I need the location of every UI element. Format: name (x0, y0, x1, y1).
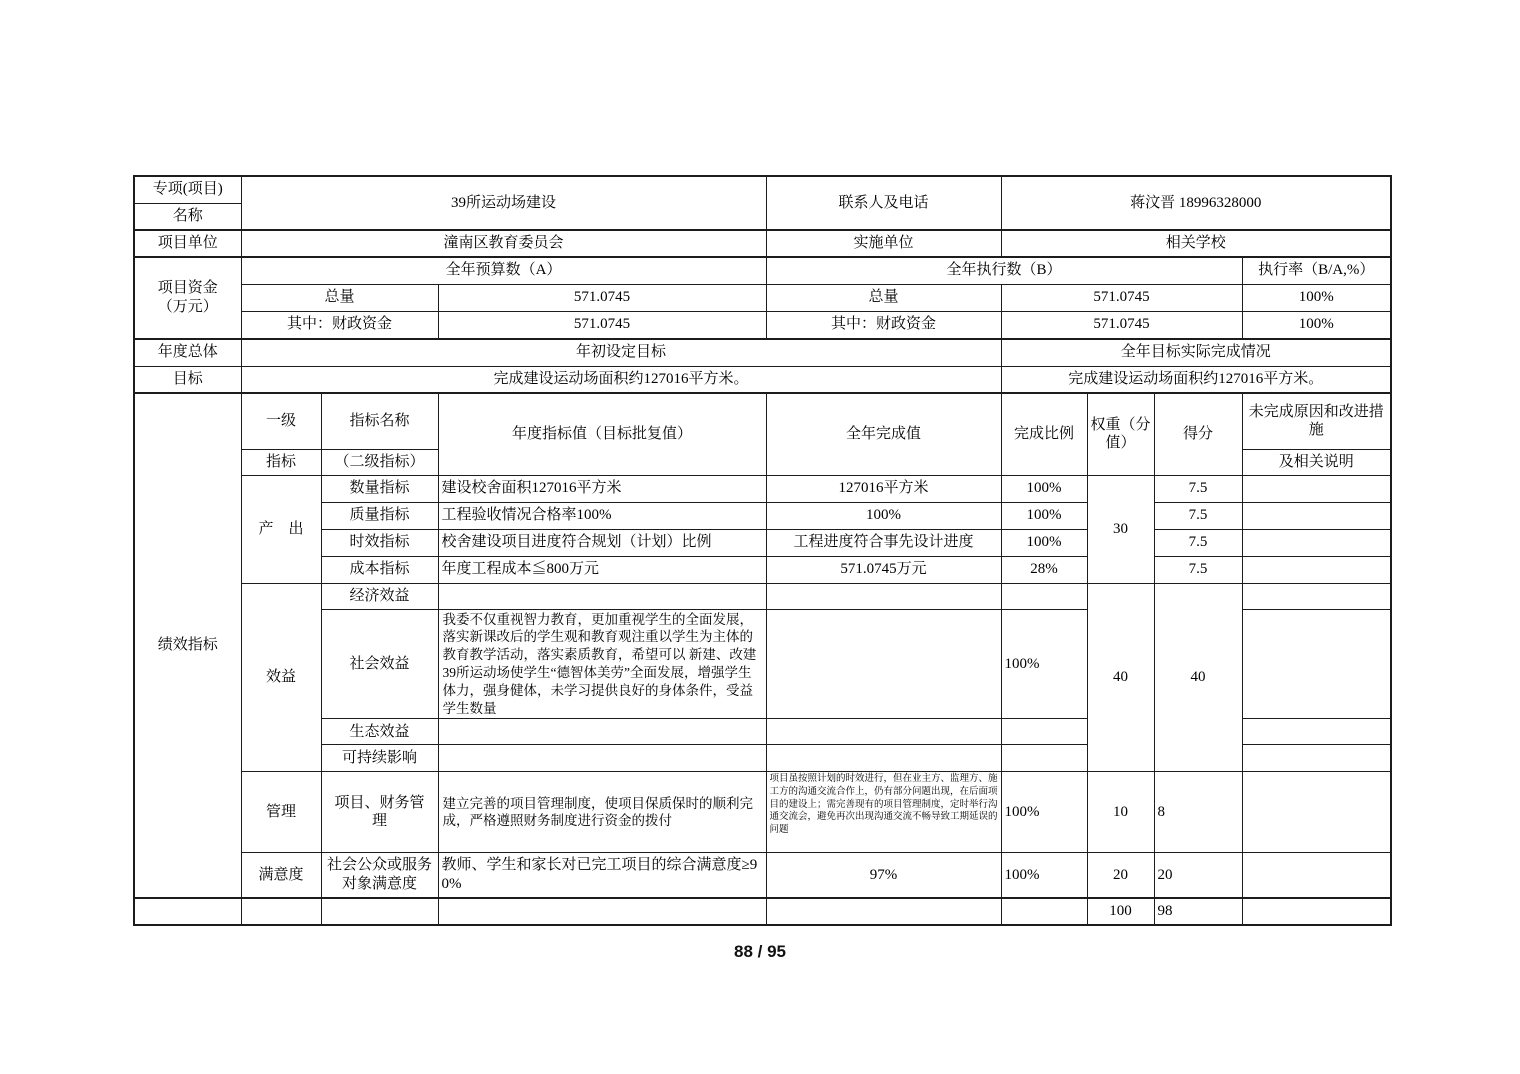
empty-cell (134, 898, 241, 925)
indicator-name-cell: 社会效益 (321, 609, 438, 719)
header-note-line1: 未完成原因和改进措施 (1242, 393, 1391, 449)
totals-score-cell: 98 (1154, 898, 1242, 925)
indicator-actual-cell (766, 719, 1001, 745)
exec-fiscal-value: 571.0745 (1001, 311, 1242, 339)
rate-fiscal-value: 100% (1242, 311, 1391, 339)
empty-cell (766, 898, 1001, 925)
indicator-actual-cell (766, 583, 1001, 609)
indicator-ratio-cell: 100% (1001, 475, 1087, 502)
exec-total-value: 571.0745 (1001, 284, 1242, 311)
score-cell: 20 (1154, 853, 1242, 898)
header-actual: 全年完成值 (766, 393, 1001, 475)
note-cell (1242, 502, 1391, 529)
weight-cell: 30 (1087, 475, 1154, 583)
indicator-target-cell: 建设校舍面积127016平方米 (438, 475, 766, 502)
funding-label (134, 257, 241, 339)
header-indicator-name-line1: 指标名称 (321, 393, 438, 449)
note-cell (1242, 556, 1391, 583)
totals-weight-cell: 100 (1087, 898, 1154, 925)
header-target: 年度指标值（目标批复值） (438, 393, 766, 475)
indicator-actual-cell: 工程进度符合事先设计进度 (766, 529, 1001, 556)
indicator-target-cell: 我委不仅重视智力教育，更加重视学生的全面发展，落实新课改后的学生观和教育观注重以学生为主体的教育教学活动，落实素质教育，希望可以 新建、改建39所运动场使学生“德智体美劳”全面发展，增强学生体力，强身健体，未学习提供良好的身体条件，受益学生数量 (438, 609, 766, 719)
indicator-name-cell: 质量指标 (321, 502, 438, 529)
exec-fiscal-label: 其中：财政资金 (766, 311, 1001, 339)
goal-label-line2: 目标 (134, 366, 241, 393)
group-benefit-label: 效益 (241, 583, 321, 772)
group-output-label: 产 出 (241, 475, 321, 583)
indicator-ratio-cell: 28% (1001, 556, 1087, 583)
note-cell (1242, 475, 1391, 502)
group-satisfaction-label: 满意度 (241, 853, 321, 898)
indicator-name-cell: 生态效益 (321, 719, 438, 745)
impl-label: 实施单位 (766, 230, 1001, 257)
budget-total-value: 571.0745 (438, 284, 766, 311)
indicator-name-cell: 经济效益 (321, 583, 438, 609)
budget-header: 全年预算数（A） (241, 257, 766, 284)
weight-cell: 20 (1087, 853, 1154, 898)
score-cell: 7.5 (1154, 502, 1242, 529)
indicator-target-cell: 校舍建设项目进度符合规划（计划）比例 (438, 529, 766, 556)
weight-cell: 10 (1087, 772, 1154, 853)
rate-total-value: 100% (1242, 284, 1391, 311)
indicator-ratio-cell (1001, 583, 1087, 609)
indicator-ratio-cell: 100% (1001, 529, 1087, 556)
indicator-ratio-cell: 100% (1001, 772, 1087, 853)
goal-label-line1: 年度总体 (134, 339, 241, 366)
indicator-target-cell (438, 745, 766, 772)
note-cell (1242, 772, 1391, 853)
empty-cell (438, 898, 766, 925)
project-name-value: 39所运动场建设 (241, 176, 766, 230)
goal-set-value: 完成建设运动场面积约127016平方米。 (241, 366, 1001, 393)
indicator-actual-cell (766, 745, 1001, 772)
indicator-target-cell: 工程验收情况合格率100% (438, 502, 766, 529)
indicator-name-cell: 成本指标 (321, 556, 438, 583)
funding-label-line1: 项目资金 (157, 280, 218, 297)
exec-total-label: 总量 (766, 284, 1001, 311)
empty-cell (321, 898, 438, 925)
budget-total-label: 总量 (241, 284, 438, 311)
note-cell (1242, 529, 1391, 556)
goal-actual-value: 完成建设运动场面积约127016平方米。 (1001, 366, 1391, 393)
goal-actual-header: 全年目标实际完成情况 (1001, 339, 1391, 366)
header-note-line2: 及相关说明 (1242, 449, 1391, 475)
score-cell: 8 (1154, 772, 1242, 853)
page-number: 88 / 95 (734, 942, 786, 961)
header-ratio: 完成比例 (1001, 393, 1087, 475)
empty-cell (241, 898, 321, 925)
unit-label: 项目单位 (134, 230, 241, 257)
group-management-label: 管理 (241, 772, 321, 853)
impl-value: 相关学校 (1001, 230, 1391, 257)
unit-value: 潼南区教育委员会 (241, 230, 766, 257)
performance-table (133, 175, 1392, 926)
rate-header: 执行率（B/A,%） (1242, 257, 1391, 284)
indicator-actual-cell: 127016平方米 (766, 475, 1001, 502)
score-cell: 40 (1154, 583, 1242, 772)
indicator-name-cell: 可持续影响 (321, 745, 438, 772)
indicator-name-cell: 时效指标 (321, 529, 438, 556)
empty-cell (1242, 898, 1391, 925)
header-level1-line2: 指标 (241, 449, 321, 475)
indicator-target-cell: 建立完善的项目管理制度，使项目保质保时的顺利完成，严格遵照财务制度进行资金的拨付 (438, 772, 766, 853)
indicator-actual-cell (766, 609, 1001, 719)
indicator-ratio-cell: 100% (1001, 609, 1087, 719)
score-cell: 7.5 (1154, 475, 1242, 502)
indicator-ratio-cell: 100% (1001, 853, 1087, 898)
header-weight: 权重（分值） (1087, 393, 1154, 475)
project-name-label-line1: 专项(项目) (134, 176, 241, 203)
indicator-target-cell: 年度工程成本≦800万元 (438, 556, 766, 583)
indicator-target-cell (438, 583, 766, 609)
indicator-ratio-cell: 100% (1001, 502, 1087, 529)
weight-cell: 40 (1087, 583, 1154, 772)
indicator-ratio-cell (1001, 745, 1087, 772)
project-name-label-line2: 名称 (134, 203, 241, 230)
indicator-target-cell (438, 719, 766, 745)
funding-label-line2: （万元） (157, 299, 218, 315)
header-score: 得分 (1154, 393, 1242, 475)
header-indicator-name-line2: （二级指标） (321, 449, 438, 475)
indicator-actual-cell: 97% (766, 853, 1001, 898)
indicator-actual-cell: 100% (766, 502, 1001, 529)
budget-fiscal-value: 571.0745 (438, 311, 766, 339)
goal-set-header: 年初设定目标 (241, 339, 1001, 366)
note-cell (1242, 609, 1391, 719)
indicators-section-label: 绩效指标 (134, 393, 241, 898)
note-cell (1242, 745, 1391, 772)
indicator-actual-cell: 571.0745万元 (766, 556, 1001, 583)
indicator-name-cell: 数量指标 (321, 475, 438, 502)
empty-cell (1001, 898, 1087, 925)
contact-label: 联系人及电话 (766, 176, 1001, 230)
indicator-actual-cell: 项目虽按照计划的时效进行，但在业主方、监理方、施工方的沟通交流合作上，仍有部分问题出现，在后面项目的建设上；需完善现有的项目管理制度，定时举行沟通交流会，避免再次出现沟通交流不畅导致工期延误的问题 (766, 772, 1001, 853)
indicator-ratio-cell (1001, 719, 1087, 745)
exec-header: 全年执行数（B） (766, 257, 1242, 284)
score-cell: 7.5 (1154, 556, 1242, 583)
header-level1-line1: 一级 (241, 393, 321, 449)
note-cell (1242, 583, 1391, 609)
indicator-name-cell: 项目、财务管理 (321, 772, 438, 853)
contact-value: 蒋汶晋 18996328000 (1001, 176, 1391, 230)
score-cell: 7.5 (1154, 529, 1242, 556)
indicator-target-cell: 教师、学生和家长对已完工项目的综合满意度≥90% (438, 853, 766, 898)
note-cell (1242, 853, 1391, 898)
budget-fiscal-label: 其中：财政资金 (241, 311, 438, 339)
indicator-name-cell: 社会公众或服务对象满意度 (321, 853, 438, 898)
note-cell (1242, 719, 1391, 745)
